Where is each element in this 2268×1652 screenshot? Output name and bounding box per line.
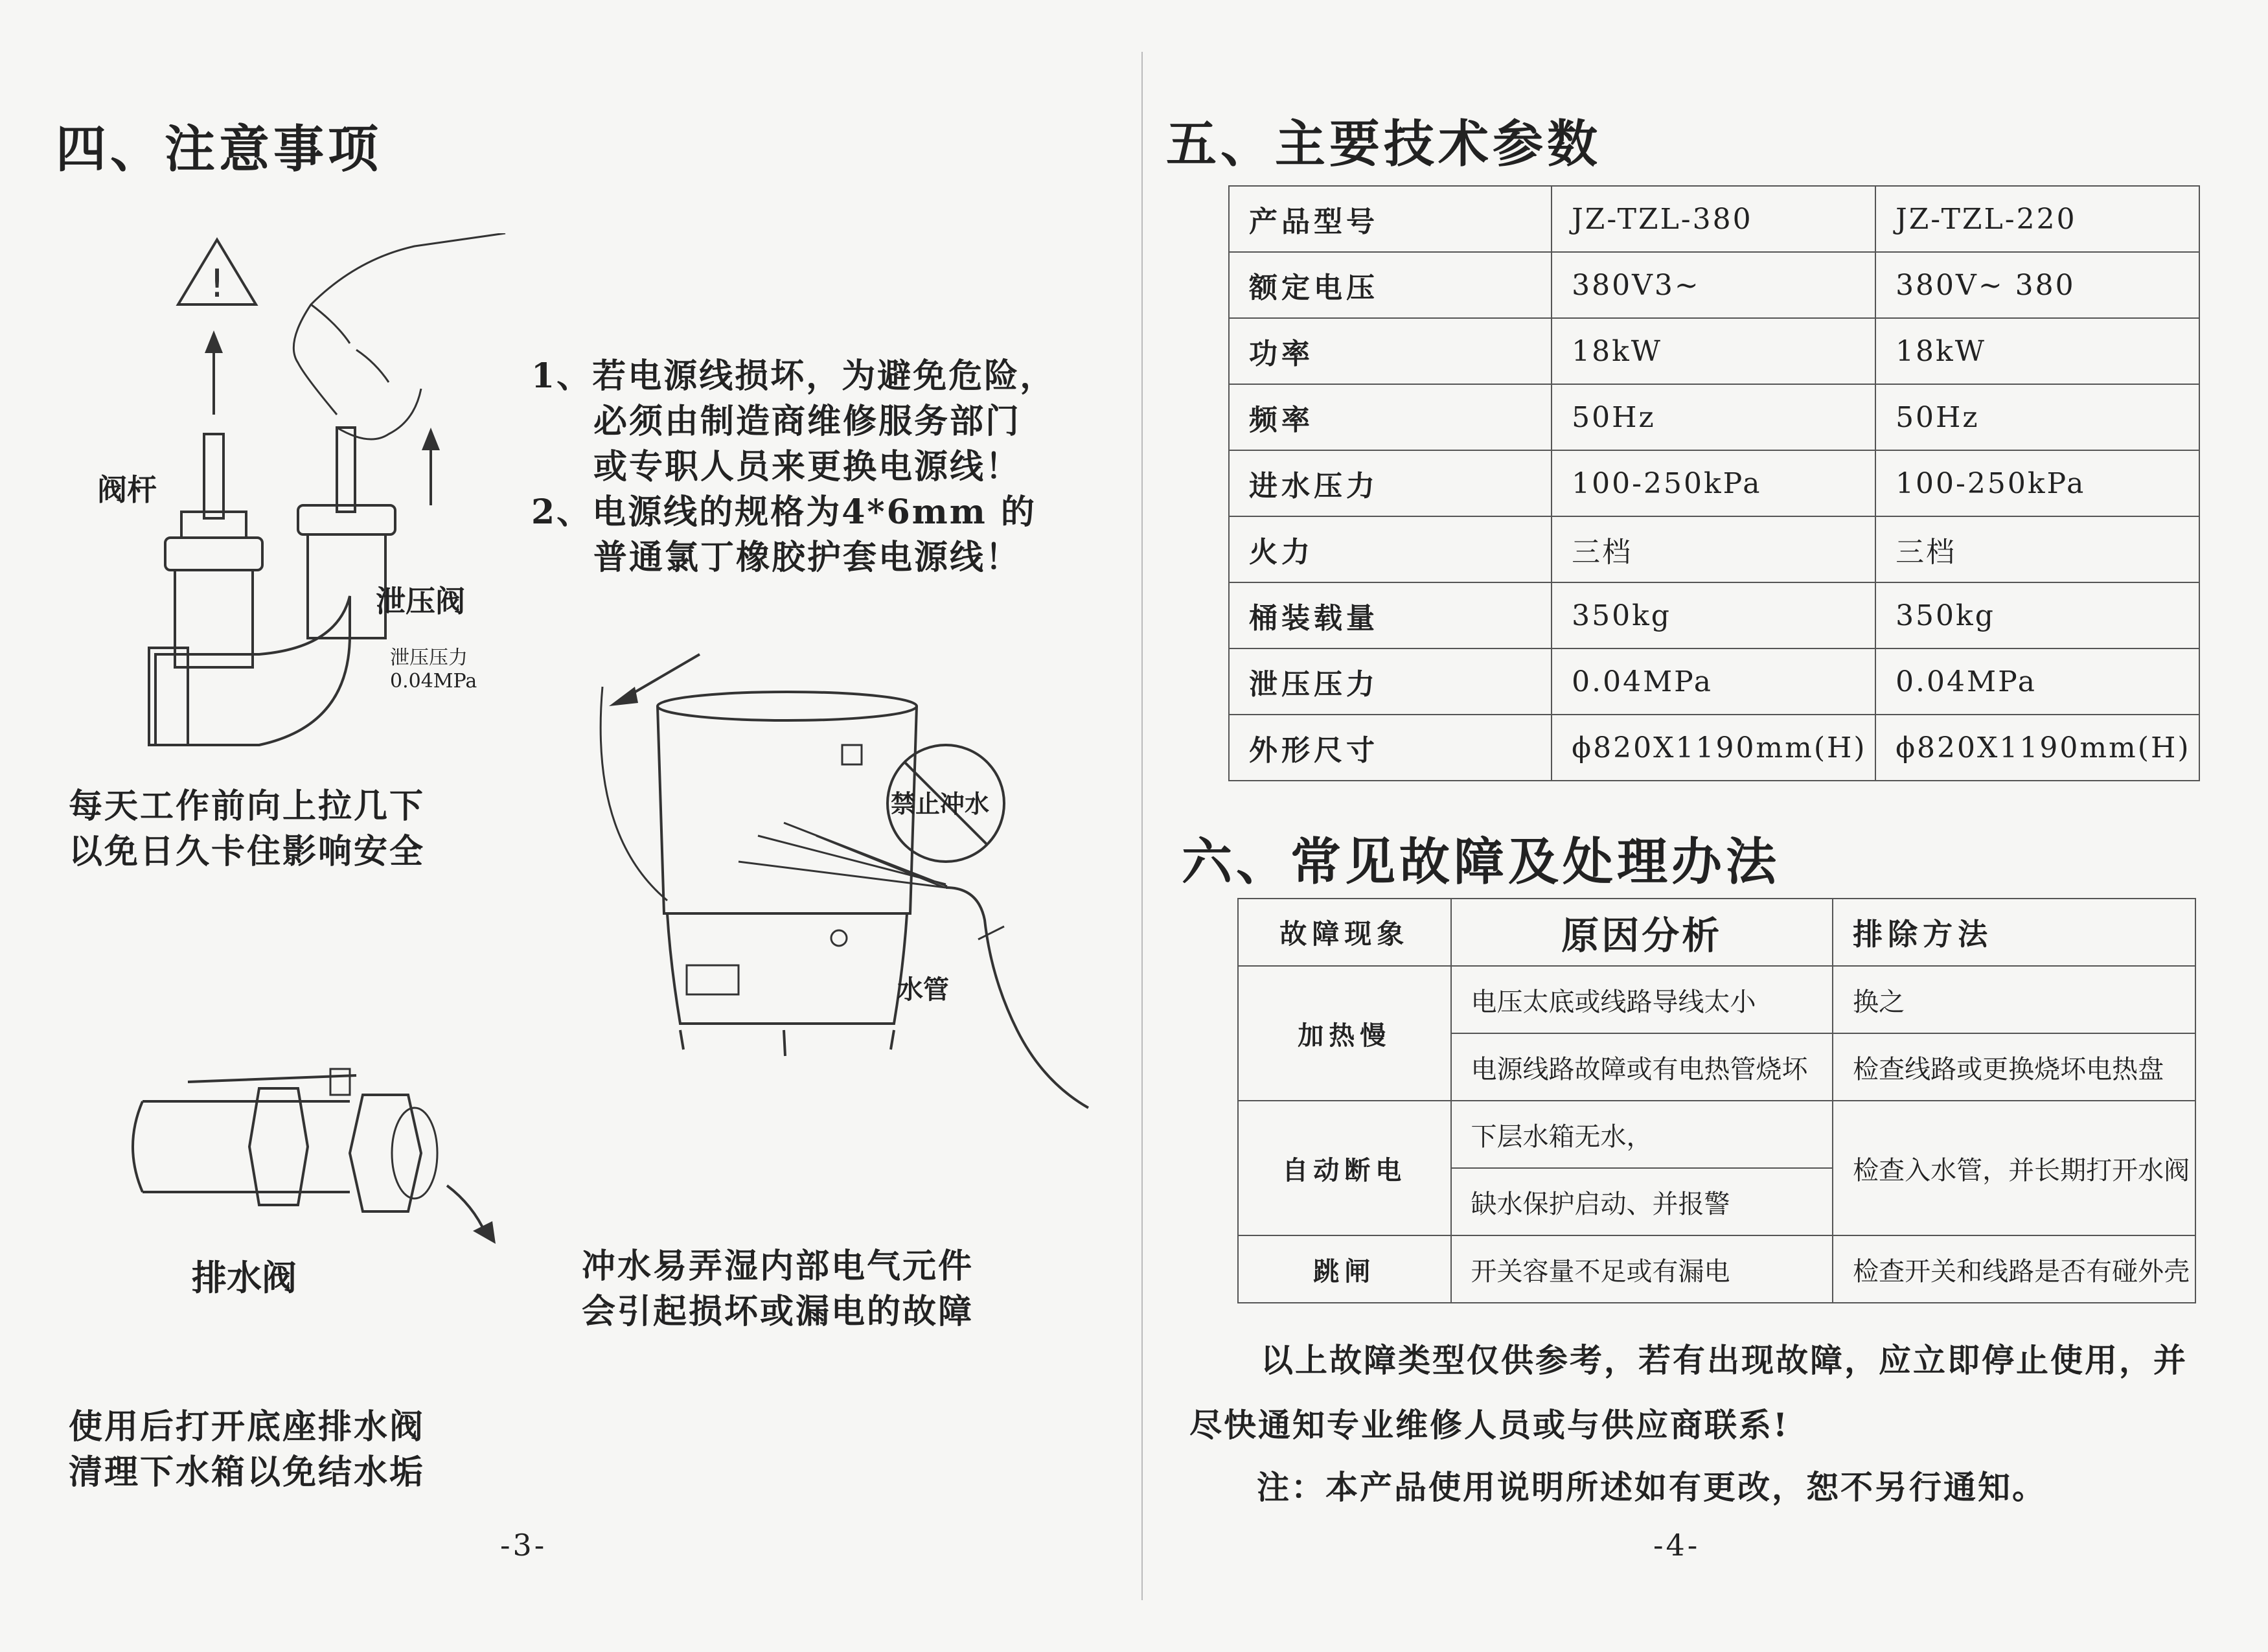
table-row bbox=[1229, 715, 2199, 781]
table-row bbox=[1229, 582, 2199, 648]
closing-paragraph: 以上故障类型仅供参考，若有出现故障，应立即停止使用，并 尽快通知专业维修人员或与供应商联系! bbox=[1189, 1341, 2188, 1444]
fault-fix: 检查入水管，并长期打开水阀 bbox=[1833, 1101, 2195, 1235]
spec-value-380: 三档 bbox=[1552, 516, 1875, 582]
drain-valve-illustration bbox=[123, 1062, 512, 1244]
table-row bbox=[1238, 1235, 2195, 1303]
spec-value-380: 0.04MPa bbox=[1552, 648, 1875, 715]
section-title-precautions: 四、注意事项 bbox=[56, 120, 383, 179]
label-relief-valve: 泄压阀 bbox=[376, 584, 465, 619]
svg-text:!: ! bbox=[209, 261, 225, 306]
fault-cause: 缺水保护启动、并报警 bbox=[1451, 1168, 1833, 1235]
header-fix: 排除方法 bbox=[1833, 899, 2195, 966]
spec-label: 火力 bbox=[1229, 516, 1552, 582]
header-cause: 原因分析 bbox=[1451, 899, 1833, 966]
steamer-bucket-illustration bbox=[590, 641, 1108, 1134]
section-title-faults: 六、常见故障及处理办法 bbox=[1182, 832, 1781, 891]
table-row bbox=[1229, 384, 2199, 450]
rinse-note: 冲水易弄湿内部电气元件 会引起损坏或漏电的故障 bbox=[582, 1246, 974, 1331]
fault-symptom: 跳闸 bbox=[1238, 1235, 1451, 1303]
spec-value-380: JZ-TZL-380 bbox=[1552, 186, 1875, 252]
fault-table bbox=[1237, 898, 2196, 1303]
spec-value-380: ϕ820X1190mm(H) bbox=[1552, 715, 1875, 781]
spec-label: 额定电压 bbox=[1229, 252, 1552, 318]
label-drain-valve: 排水阀 bbox=[192, 1257, 297, 1298]
table-row bbox=[1238, 966, 2195, 1033]
table-row bbox=[1229, 318, 2199, 384]
table-row bbox=[1229, 648, 2199, 715]
fault-cause: 开关容量不足或有漏电 bbox=[1451, 1235, 1833, 1303]
fault-cause: 下层水箱无水， bbox=[1451, 1101, 1833, 1168]
label-relief-pressure-value: 0.04MPa bbox=[390, 670, 477, 693]
drain-note: 使用后打开底座排水阀 清理下水箱以免结水垢 bbox=[69, 1407, 426, 1492]
table-row bbox=[1238, 1101, 2195, 1168]
daily-note: 每天工作前向上拉几下 以免日久卡住影响安全 bbox=[69, 786, 426, 871]
change-notice: 注：本产品使用说明所述如有更改，恕不另行通知。 bbox=[1257, 1468, 2046, 1506]
table-row bbox=[1229, 450, 2199, 516]
spec-value-380: 18kW bbox=[1552, 318, 1875, 384]
label-relief-pressure: 泄压压力 bbox=[390, 647, 468, 669]
page-fold-divider bbox=[1141, 52, 1143, 1600]
spec-value-220: 100-250kPa bbox=[1875, 450, 2199, 516]
no-water-sign-text: 禁止冲水 bbox=[891, 789, 990, 818]
fault-fix: 检查线路或更换烧坏电热盘 bbox=[1833, 1033, 2195, 1101]
spec-label: 产品型号 bbox=[1229, 186, 1552, 252]
spec-table bbox=[1228, 185, 2200, 781]
power-cord-warnings: 1、若电源线损坏，为避免危险， 必须由制造商维修服务部门 或专职人员来更换电源线！ 2、电源线的规格为4*6mm 的 普通氯丁橡胶护套电源线！ bbox=[531, 356, 1056, 577]
label-hose: 水管 bbox=[897, 974, 949, 1005]
page-number-left: -3- bbox=[500, 1528, 547, 1563]
page-number-right: -4- bbox=[1653, 1528, 1701, 1563]
fault-fix: 检查开关和线路是否有碰外壳 bbox=[1833, 1235, 2195, 1303]
table-row bbox=[1229, 252, 2199, 318]
arrow-up-icon bbox=[422, 428, 440, 450]
spec-label: 桶装载量 bbox=[1229, 582, 1552, 648]
spec-label: 泄压压力 bbox=[1229, 648, 1552, 715]
spec-value-220: 0.04MPa bbox=[1875, 648, 2199, 715]
section-title-specs: 五、主要技术参数 bbox=[1166, 115, 1602, 174]
arrow-icon bbox=[609, 687, 638, 706]
spec-label: 进水压力 bbox=[1229, 450, 1552, 516]
spec-value-220: 18kW bbox=[1875, 318, 2199, 384]
header-symptom: 故障现象 bbox=[1238, 899, 1451, 966]
spec-value-220: 380V~ 380 bbox=[1875, 252, 2199, 318]
fault-cause: 电源线路故障或有电热管烧坏 bbox=[1451, 1033, 1833, 1101]
spec-label: 外形尺寸 bbox=[1229, 715, 1552, 781]
table-row bbox=[1229, 186, 2199, 252]
label-valve-stem: 阀杆 bbox=[97, 472, 157, 507]
spec-value-220: ϕ820X1190mm(H) bbox=[1875, 715, 2199, 781]
spec-value-220: 三档 bbox=[1875, 516, 2199, 582]
fault-cause: 电压太底或线路导线太小 bbox=[1451, 966, 1833, 1033]
spec-value-220: 350kg bbox=[1875, 582, 2199, 648]
fault-fix: 换之 bbox=[1833, 966, 2195, 1033]
spec-value-380: 100-250kPa bbox=[1552, 450, 1875, 516]
arrow-icon bbox=[473, 1221, 496, 1244]
spec-value-220: 50Hz bbox=[1875, 384, 2199, 450]
fault-symptom: 自动断电 bbox=[1238, 1101, 1451, 1235]
spec-label: 功率 bbox=[1229, 318, 1552, 384]
hand-icon bbox=[293, 233, 505, 439]
fault-symptom: 加热慢 bbox=[1238, 966, 1451, 1101]
spec-value-380: 350kg bbox=[1552, 582, 1875, 648]
spec-value-220: JZ-TZL-220 bbox=[1875, 186, 2199, 252]
spec-value-380: 50Hz bbox=[1552, 384, 1875, 450]
arrow-up-icon bbox=[205, 330, 223, 353]
spec-label: 频率 bbox=[1229, 384, 1552, 450]
table-row bbox=[1229, 516, 2199, 582]
spec-value-380: 380V3~ bbox=[1552, 252, 1875, 318]
